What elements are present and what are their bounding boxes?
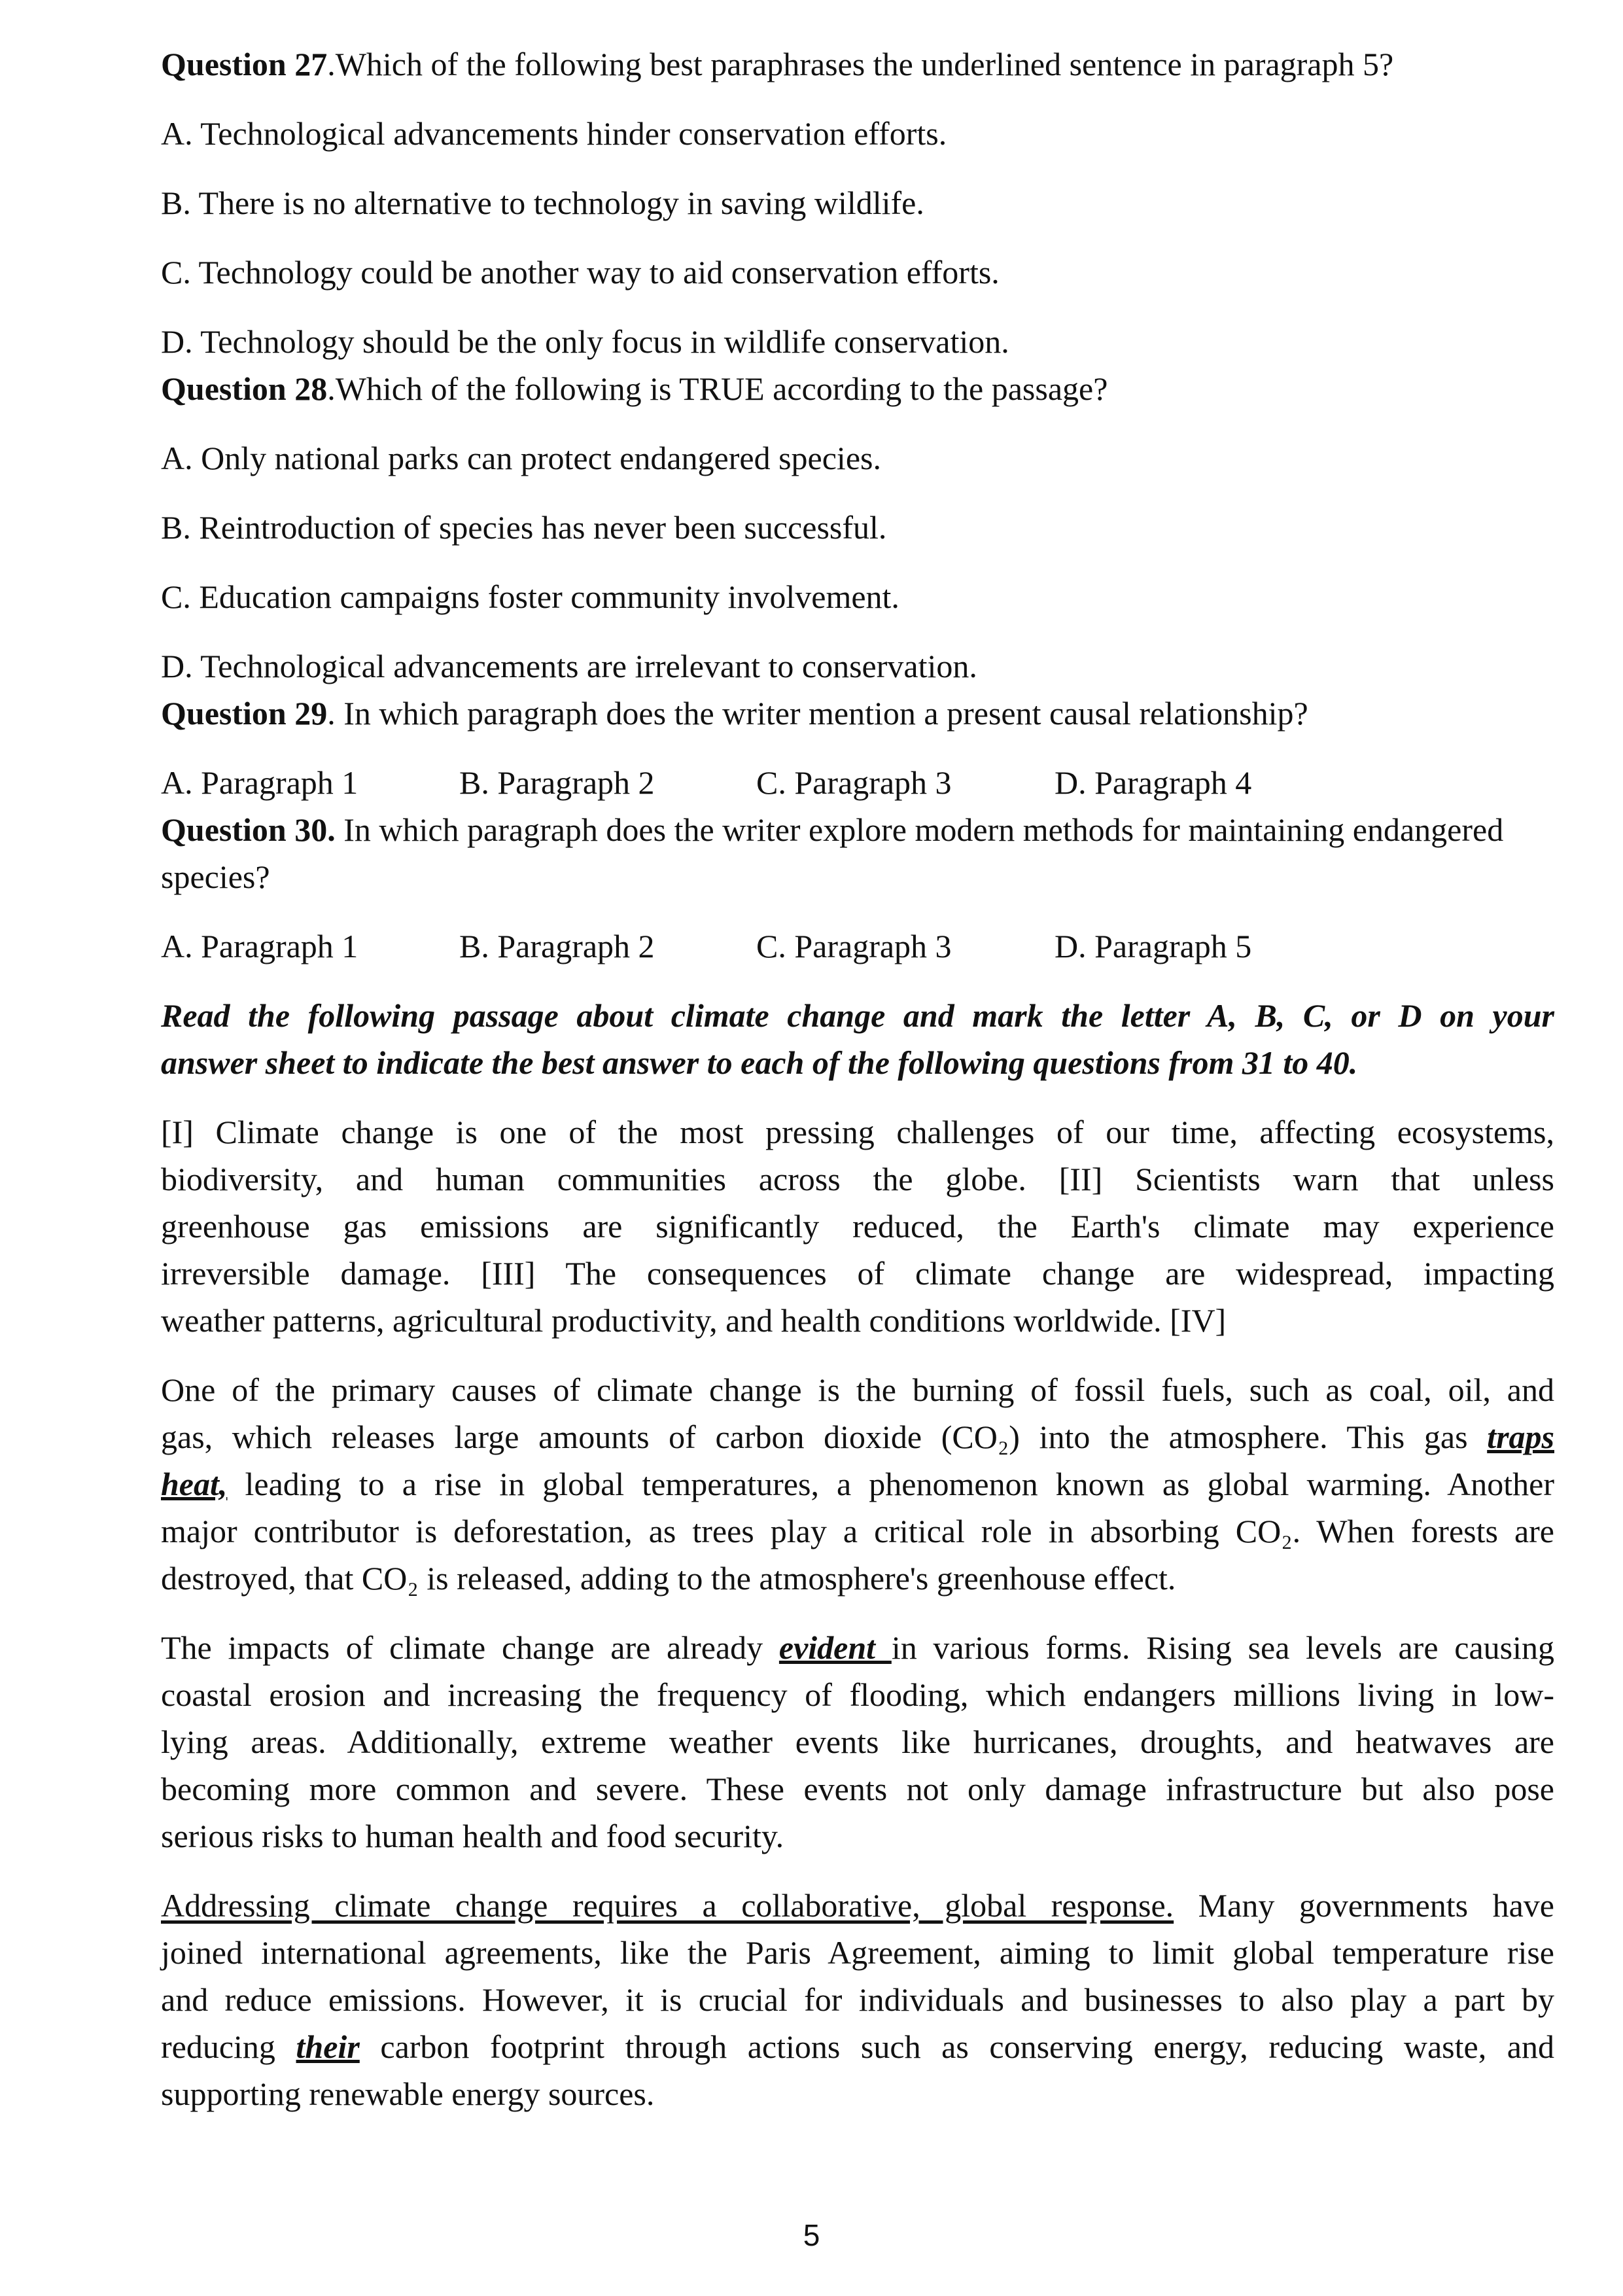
option-a: A. Only national parks can protect endangered species. xyxy=(161,440,881,476)
option-b: B. Paragraph 2 xyxy=(459,764,655,801)
options-row xyxy=(161,759,1554,806)
option-a: A. Paragraph 1 xyxy=(161,764,358,801)
option-a: A. Technological advancements hinder conservation efforts. xyxy=(161,115,947,152)
underlined-sentence: Addressing climate change requires a collaborative, global response. xyxy=(161,1887,1174,1924)
option-a: A. Paragraph 1 xyxy=(161,928,358,964)
emphasized-word-their: their xyxy=(296,2028,360,2065)
option-d: D. Technology should be the only focus in wildlife conservation. xyxy=(161,323,1009,360)
question-label: Question 28 xyxy=(161,370,328,407)
question-stem: Question 29. In which paragraph does the writer mention a present causal relationship? xyxy=(161,695,1308,732)
question-29 xyxy=(161,690,1554,806)
question-label: Question 27 xyxy=(161,46,328,82)
question-stem: Question 27.Which of the following best paraphrases the underlined sentence in paragraph 5? xyxy=(161,46,1394,82)
options-row xyxy=(161,923,1554,970)
line-with-underline: Addressing climate change requires a collaborative, global response. Many governments have xyxy=(161,1887,1555,1924)
passage-paragraph-3: The impacts of climate change are already evident in various forms. Rising sea levels are causing coastal erosion and increasing the frequency of flooding, which endangers millions living in low- lying areas. Additionally, extreme weather events like hurricanes, droughts, and heatwaves are becoming more common and severe. These events not only damage infrastructure but also pose serious risks to human health and food security. xyxy=(161,1624,1554,1860)
option-b: B. Reintroduction of species has never been successful. xyxy=(161,509,887,546)
emphasized-word-evident: evident xyxy=(778,1629,892,1666)
question-stem: Question 30. In which paragraph does the writer explore modern methods for maintaining endangered species? xyxy=(161,811,1504,895)
option-c: C. Technology could be another way to aid conservation efforts. xyxy=(161,254,1000,291)
emphasized-word-heat: heat, xyxy=(161,1466,228,1502)
emphasized-word-traps: traps xyxy=(1487,1419,1554,1455)
option-d: D. Paragraph 4 xyxy=(1055,764,1252,801)
document-page xyxy=(161,41,1554,2117)
question-28 xyxy=(161,365,1554,690)
option-d: D. Technological advancements are irrelevant to conservation. xyxy=(161,648,977,684)
question-label: Question 29 xyxy=(161,695,328,732)
line-with-emphasis: reducing their carbon footprint through actions such as conserving energy, reducing waste, and xyxy=(161,2028,1554,2065)
option-d: D. Paragraph 5 xyxy=(1055,928,1252,964)
option-b: B. There is no alternative to technology in saving wildlife. xyxy=(161,185,924,221)
question-27 xyxy=(161,41,1554,365)
passage-paragraph-4: Addressing climate change requires a collaborative, global response. Many governments have joined international agreements, like the Paris Agreement, aiming to limit global temperature rise and reduce emissions. However, it is crucial for individuals and businesses to also play a part by reducing their carbon footprint through actions such as conserving energy, reducing waste, and supporting renewable energy sources. xyxy=(161,1882,1554,2117)
option-c: C. Paragraph 3 xyxy=(756,764,952,801)
question-stem: Question 28.Which of the following is TRUE according to the passage? xyxy=(161,370,1108,407)
line-with-emphasis: The impacts of climate change are already evident in various forms. Rising sea levels are causing xyxy=(161,1629,1554,1666)
line-with-emphasis: gas, which releases large amounts of carbon dioxide (CO₂) into the atmosphere. This gas traps xyxy=(161,1419,1554,1455)
option-c: C. Education campaigns foster community involvement. xyxy=(161,578,899,615)
question-30 xyxy=(161,806,1554,970)
line-with-emphasis: heat, leading to a rise in global temperatures, a phenomenon known as global warming. Another xyxy=(161,1466,1554,1502)
page-number: 5 xyxy=(803,2218,820,2252)
reading-instruction: Read the following passage about climate change and mark the letter A, B, C, or D on your answer sheet to indicate the best answer to each of the following questions from 31 to 40. xyxy=(161,997,1554,1081)
option-c: C. Paragraph 3 xyxy=(756,928,952,964)
passage-paragraph-2: One of the primary causes of climate change is the burning of fossil fuels, such as coal, oil, and gas, which releases large amounts of carbon dioxide (CO₂) into the atmosphere. This gas traps heat, leading to a rise in global temperatures, a phenomenon known as global warming. Another major contributor is deforestation, as trees play a critical role in absorbing CO₂. When forests are destroyed, that CO₂ is released, adding to the atmosphere's greenhouse effect. xyxy=(161,1371,1554,1597)
option-b: B. Paragraph 2 xyxy=(459,928,655,964)
passage-paragraph-1: [I] Climate change is one of the most pressing challenges of our time, affecting ecosystems, biodiversity, and human communities across the globe. [II] Scientists warn that unless greenhouse gas emissions are significantly reduced, the Earth's climate may experience irreversible damage. [III] The consequences of climate change are widespread, impacting weather patterns, agricultural productivity, and health conditions worldwide. [IV] xyxy=(161,1114,1554,1339)
question-label: Question 30. xyxy=(161,811,336,848)
